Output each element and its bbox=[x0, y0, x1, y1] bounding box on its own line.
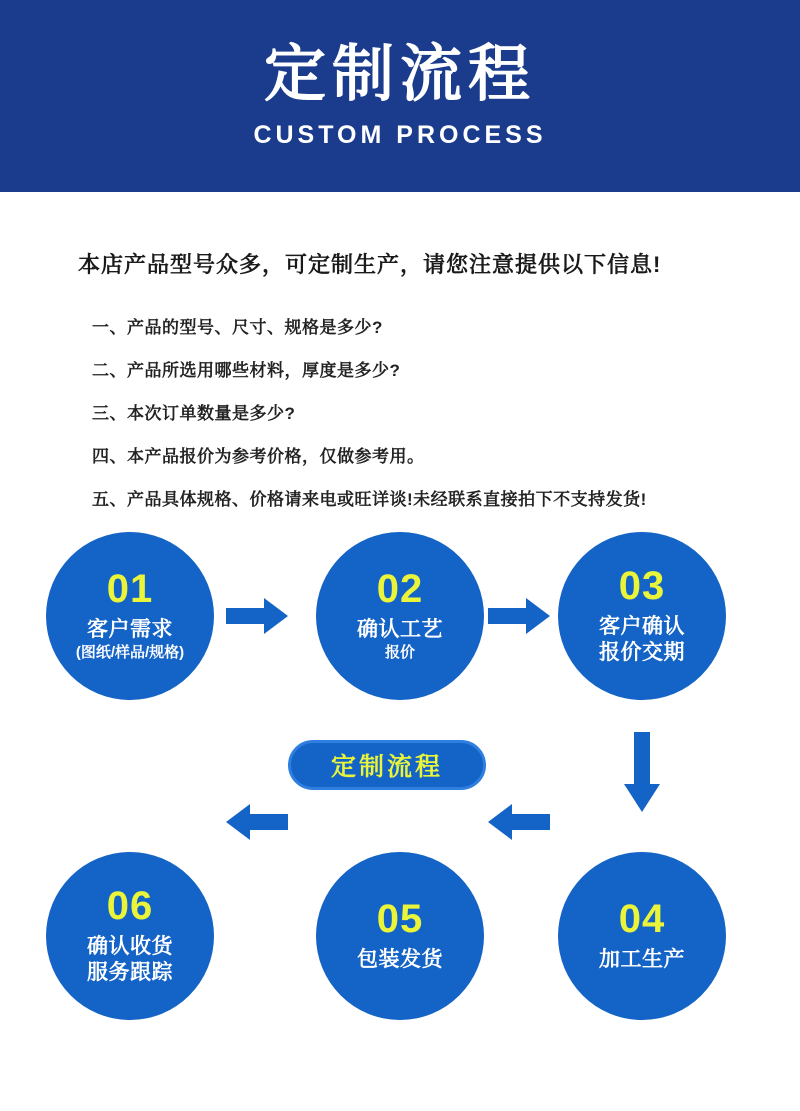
flow-node-number: 03 bbox=[618, 564, 666, 609]
flow-node-01 bbox=[46, 532, 214, 700]
flow-node-05 bbox=[316, 852, 484, 1020]
flow-node-label: 加工生产 bbox=[599, 948, 685, 972]
flow-node-03 bbox=[558, 532, 726, 700]
flow-node-label: 客户确认 bbox=[599, 615, 685, 639]
page-header bbox=[0, 0, 800, 192]
flow-node-label-second: 报价交期 bbox=[599, 641, 685, 664]
flow-node-number: 02 bbox=[376, 566, 424, 611]
flow-node-06 bbox=[46, 852, 214, 1020]
flow-node-number: 06 bbox=[106, 884, 154, 929]
flow-node-number: 04 bbox=[618, 897, 666, 942]
process-flow-diagram bbox=[0, 532, 800, 1062]
flow-node-subtext: 报价 bbox=[384, 644, 415, 662]
arrow-right-icon bbox=[488, 596, 550, 636]
flow-node-label: 确认工艺 bbox=[357, 617, 443, 641]
arrow-left-icon bbox=[226, 802, 288, 842]
flow-node-subtext: (图纸/样品/规格) bbox=[75, 644, 185, 662]
flow-center-label: 定制流程 bbox=[288, 740, 486, 790]
list-item: 三、本次订单数量是多少? bbox=[92, 404, 296, 423]
arrow-left-icon bbox=[488, 802, 550, 842]
flow-node-label: 客户需求 bbox=[87, 617, 173, 641]
flow-node-label-second: 服务跟踪 bbox=[87, 961, 173, 984]
arrow-down-icon bbox=[622, 732, 662, 812]
flow-node-02 bbox=[316, 532, 484, 700]
list-item: 二、产品所选用哪些材料，厚度是多少? bbox=[92, 361, 401, 380]
page-subtitle: CUSTOM PROCESS bbox=[253, 121, 547, 150]
list-item: 五、产品具体规格、价格请来电或旺详谈!未经联系直接拍下不支持发货! bbox=[92, 490, 647, 509]
page-title: 定制流程 bbox=[263, 39, 536, 109]
flow-node-label: 确认收货 bbox=[87, 935, 173, 959]
intro-lead-text: 本店产品型号众多，可定制生产，请您注意提供以下信息! bbox=[78, 252, 662, 277]
flow-node-04 bbox=[558, 852, 726, 1020]
intro-section bbox=[0, 192, 800, 510]
list-item: 四、本产品报价为参考价格，仅做参考用。 bbox=[92, 447, 425, 466]
flow-node-label: 包装发货 bbox=[357, 948, 443, 972]
flow-node-number: 05 bbox=[376, 897, 424, 942]
flow-node-number: 01 bbox=[106, 566, 154, 611]
intro-requirement-list bbox=[78, 313, 800, 510]
list-item: 一、产品的型号、尺寸、规格是多少? bbox=[92, 318, 383, 337]
arrow-right-icon bbox=[226, 596, 288, 636]
